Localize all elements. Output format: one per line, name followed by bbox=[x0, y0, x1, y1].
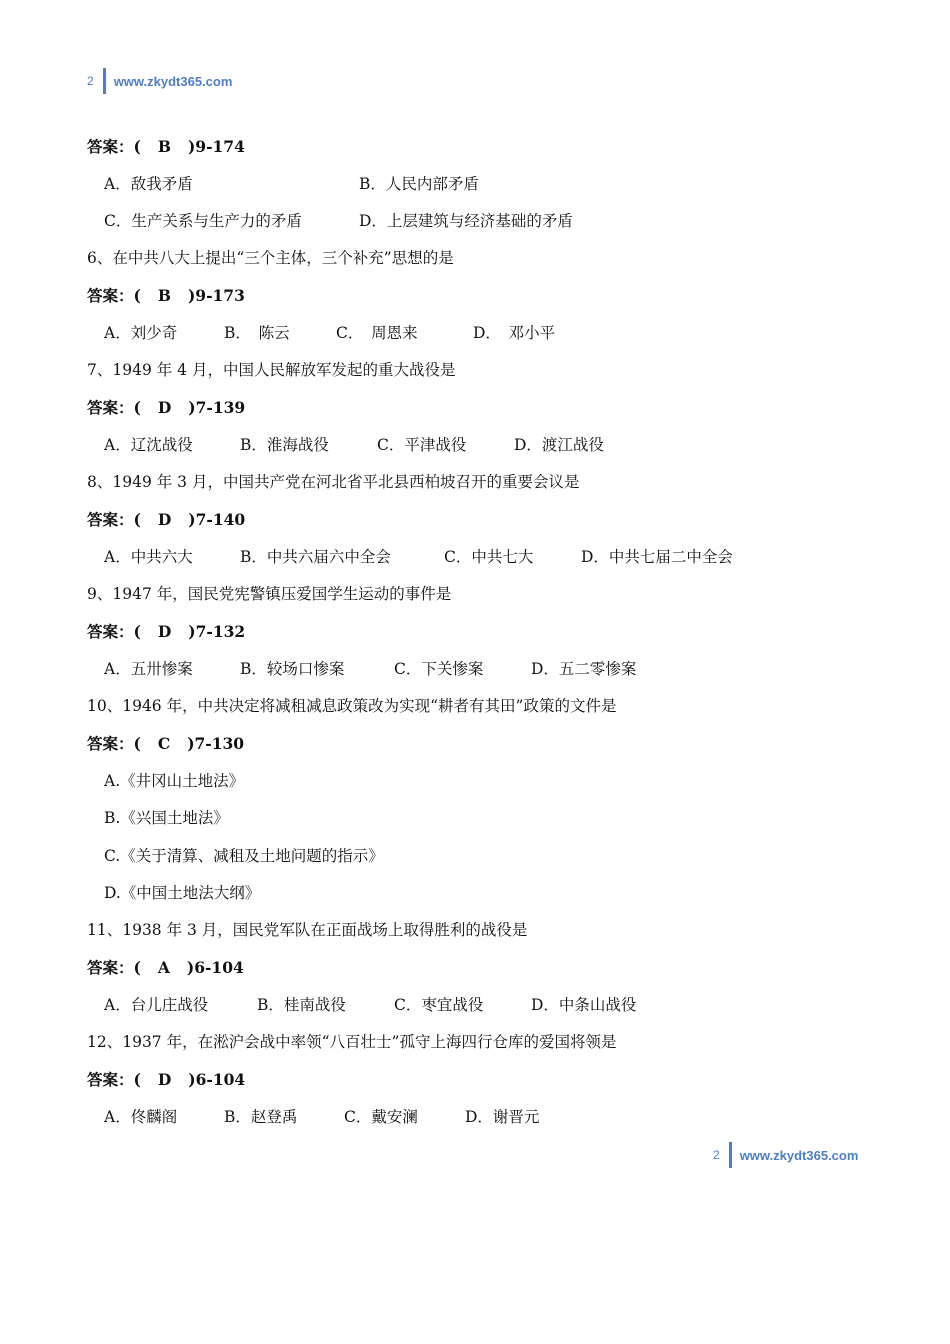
option-item: D．渡江战役 bbox=[514, 436, 604, 454]
option-item: A．敌我矛盾 bbox=[104, 175, 193, 193]
option-item: A．五卅惨案 bbox=[104, 660, 193, 678]
option-item: D．五二零惨案 bbox=[531, 660, 637, 678]
option-item: C.《关于清算、减租及土地问题的指示》 bbox=[104, 847, 384, 865]
option-item: D．上层建筑与经济基础的矛盾 bbox=[359, 212, 573, 230]
question-text: 7、1949 年 4 月，中国人民解放军发起的重大战役是 bbox=[87, 361, 456, 379]
answer-letter: D bbox=[157, 510, 172, 529]
answer-prefix: 答案：( bbox=[87, 286, 141, 305]
answer-letter: D bbox=[157, 622, 172, 641]
answer-line bbox=[87, 510, 245, 530]
answer-prefix: 答案：( bbox=[87, 1070, 141, 1089]
site-url[interactable]: www.zkydt365.com bbox=[113, 73, 233, 89]
question-text: 10、1946 年，中共决定将减租减息政策改为实现“耕者有其田”政策的文件是 bbox=[87, 697, 617, 715]
option-item: B．桂南战役 bbox=[257, 996, 346, 1014]
option-item: A．台儿庄战役 bbox=[104, 996, 209, 1014]
answer-line bbox=[87, 398, 245, 418]
option-item: B． 陈云 bbox=[224, 324, 290, 342]
option-item: B．中共六届六中全会 bbox=[240, 548, 391, 566]
answer-line bbox=[87, 1070, 245, 1090]
answer-prefix: 答案：( bbox=[87, 510, 141, 529]
option-item: A．刘少奇 bbox=[104, 324, 178, 342]
answer-prefix: 答案：( bbox=[87, 398, 141, 417]
option-item: D． 邓小平 bbox=[473, 324, 556, 342]
answer-line bbox=[87, 286, 245, 306]
answer-line bbox=[87, 137, 245, 157]
option-item: D．谢晋元 bbox=[465, 1108, 540, 1126]
answer-prefix: 答案：( bbox=[87, 137, 141, 156]
option-item: D．中共七届二中全会 bbox=[581, 548, 733, 566]
question-text: 9、1947 年，国民党宪警镇压爱国学生运动的事件是 bbox=[87, 585, 452, 603]
option-item: C．中共七大 bbox=[444, 548, 534, 566]
option-item: B．人民内部矛盾 bbox=[359, 175, 479, 193]
answer-reference: )7-140 bbox=[188, 510, 246, 529]
answer-letter: D bbox=[157, 398, 172, 417]
option-item: B．赵登禹 bbox=[224, 1108, 298, 1126]
answer-reference: )6-104 bbox=[186, 958, 244, 977]
answer-letter: C bbox=[157, 734, 171, 753]
option-item: C．生产关系与生产力的矛盾 bbox=[104, 212, 302, 230]
option-item: C．下关惨案 bbox=[394, 660, 484, 678]
option-item: A.《井冈山土地法》 bbox=[104, 772, 245, 790]
option-item: B．较场口惨案 bbox=[240, 660, 345, 678]
answer-line bbox=[87, 622, 245, 642]
footer-page-number: 2 bbox=[713, 1148, 720, 1162]
question-text: 11、1938 年 3 月，国民党军队在正面战场上取得胜利的战役是 bbox=[87, 921, 528, 939]
option-item: B.《兴国土地法》 bbox=[104, 809, 229, 827]
option-item: A．佟麟阁 bbox=[104, 1108, 178, 1126]
answer-line bbox=[87, 734, 244, 754]
page-number: 2 bbox=[87, 74, 94, 88]
option-item: B．淮海战役 bbox=[240, 436, 329, 454]
answer-reference: )7-132 bbox=[188, 622, 246, 641]
option-item: C． 周恩来 bbox=[336, 324, 418, 342]
footer-site-url[interactable]: www.zkydt365.com bbox=[739, 1147, 859, 1163]
question-text: 6、在中共八大上提出“三个主体，三个补充”思想的是 bbox=[87, 249, 454, 267]
option-item: C．戴安澜 bbox=[344, 1108, 418, 1126]
option-item: A．辽沈战役 bbox=[104, 436, 193, 454]
answer-prefix: 答案：( bbox=[87, 734, 141, 753]
footer-divider bbox=[729, 1142, 732, 1168]
answer-prefix: 答案：( bbox=[87, 958, 141, 977]
answer-reference: )9-173 bbox=[187, 286, 245, 305]
answer-reference: )9-174 bbox=[187, 137, 245, 156]
header-divider bbox=[103, 68, 106, 94]
answer-line bbox=[87, 958, 244, 978]
option-item: D.《中国土地法大纲》 bbox=[104, 884, 261, 902]
answer-reference: )7-130 bbox=[187, 734, 245, 753]
page-header bbox=[87, 68, 232, 94]
question-text: 12、1937 年，在淞沪会战中率领“八百壮士”孤守上海四行仓库的爱国将领是 bbox=[87, 1033, 617, 1051]
question-text: 8、1949 年 3 月，中国共产党在河北省平北县西柏坡召开的重要会议是 bbox=[87, 473, 580, 491]
answer-letter: B bbox=[157, 286, 171, 305]
option-item: A．中共六大 bbox=[104, 548, 193, 566]
answer-reference: )6-104 bbox=[188, 1070, 246, 1089]
option-item: C．平津战役 bbox=[377, 436, 467, 454]
answer-letter: A bbox=[157, 958, 170, 977]
page-footer bbox=[713, 1142, 858, 1168]
answer-reference: )7-139 bbox=[188, 398, 246, 417]
answer-prefix: 答案：( bbox=[87, 622, 141, 641]
option-item: D．中条山战役 bbox=[531, 996, 637, 1014]
answer-letter: B bbox=[157, 137, 171, 156]
answer-letter: D bbox=[157, 1070, 172, 1089]
option-item: C．枣宜战役 bbox=[394, 996, 484, 1014]
